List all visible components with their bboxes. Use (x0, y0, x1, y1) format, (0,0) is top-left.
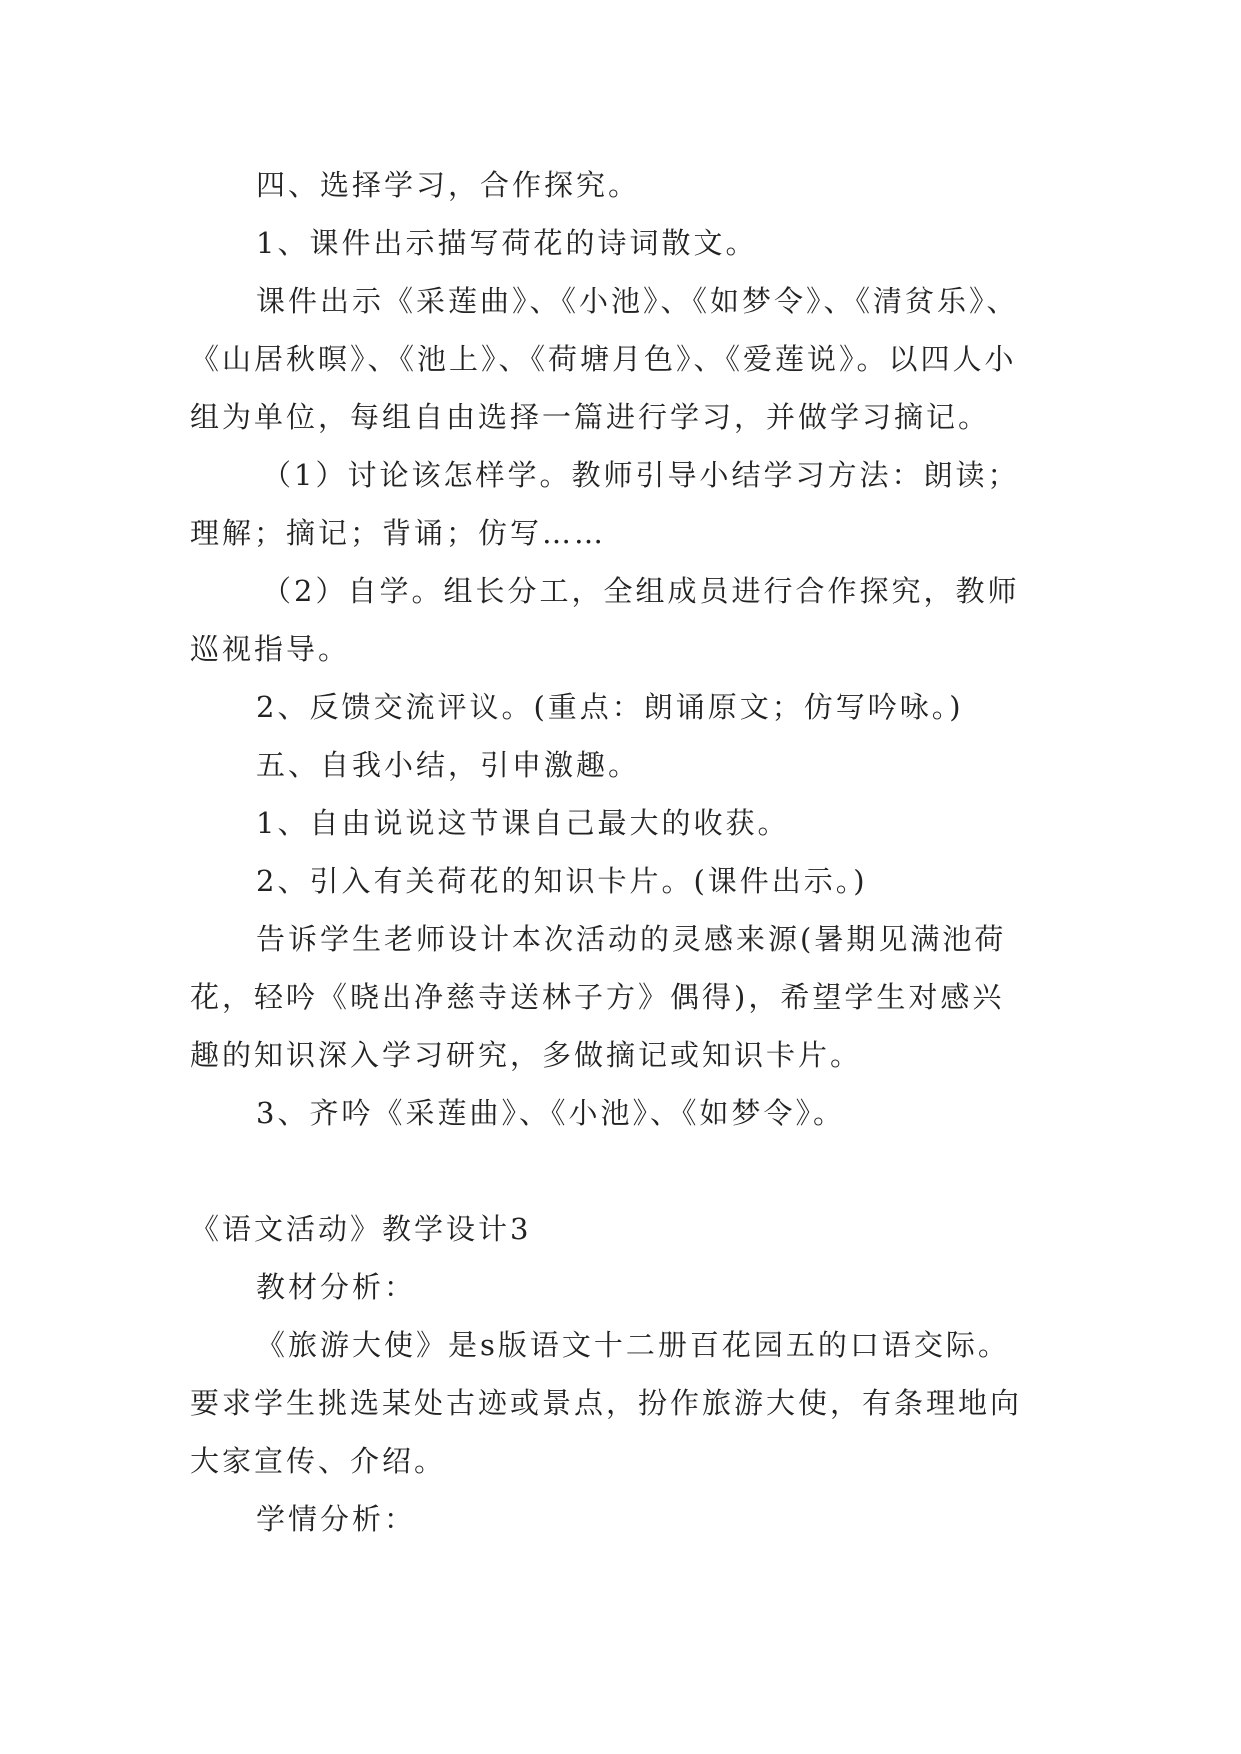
paragraph-line: 课件出示《采莲曲》、《小池》、《如梦令》、《清贫乐》、 (256, 284, 1019, 318)
paragraph-line: 《旅游大使》是s版语文十二册百花园五的口语交际。 (256, 1328, 1010, 1362)
paragraph-line: 趣的知识深入学习研究，多做摘记或知识卡片。 (190, 1038, 863, 1072)
paragraph-line: 组为单位，每组自由选择一篇进行学习，并做学习摘记。 (190, 400, 991, 434)
paragraph-line: 大家宣传、介绍。 (190, 1444, 447, 1478)
paragraph-line: 3、齐吟《采莲曲》、《小池》、《如梦令》。 (256, 1096, 845, 1130)
paragraph-line: 1、课件出示描写荷花的诗词散文。 (256, 226, 758, 260)
paragraph-line: 要求学生挑选某处古迹或景点，扮作旅游大使，有条理地向 (190, 1386, 1023, 1420)
paragraph-line: 1、自由说说这节课自己最大的收获。 (256, 806, 790, 840)
paragraph-line: 《山居秋暝》、《池上》、《荷塘月色》、《爱莲说》。以四人小 (190, 342, 1017, 376)
section-heading: 教材分析： (256, 1270, 417, 1304)
paragraph-line: 理解；摘记；背诵；仿写…… (190, 516, 607, 550)
document-title: 《语文活动》教学设计3 (190, 1212, 532, 1246)
paragraph-line: 2、反馈交流评议。(重点：朗诵原文；仿写吟咏。) (256, 690, 964, 724)
section-heading: 五、自我小结，引申激趣。 (256, 748, 641, 782)
paragraph-line: 巡视指导。 (190, 632, 351, 666)
paragraph-line: 2、引入有关荷花的知识卡片。(课件出示。) (256, 864, 868, 898)
paragraph-line: 告诉学生老师设计本次活动的灵感来源(暑期见满池荷 (256, 922, 1007, 956)
section-heading: 学情分析： (256, 1502, 417, 1536)
section-heading: 四、选择学习，合作探究。 (256, 168, 641, 202)
paragraph-line: （1）讨论该怎样学。教师引导小结学习方法：朗读； (262, 458, 1020, 492)
paragraph-line: （2）自学。组长分工，全组成员进行合作探究，教师 (262, 574, 1020, 608)
paragraph-line: 花，轻吟《晓出净慈寺送林子方》偶得)，希望学生对感兴 (190, 980, 1005, 1014)
